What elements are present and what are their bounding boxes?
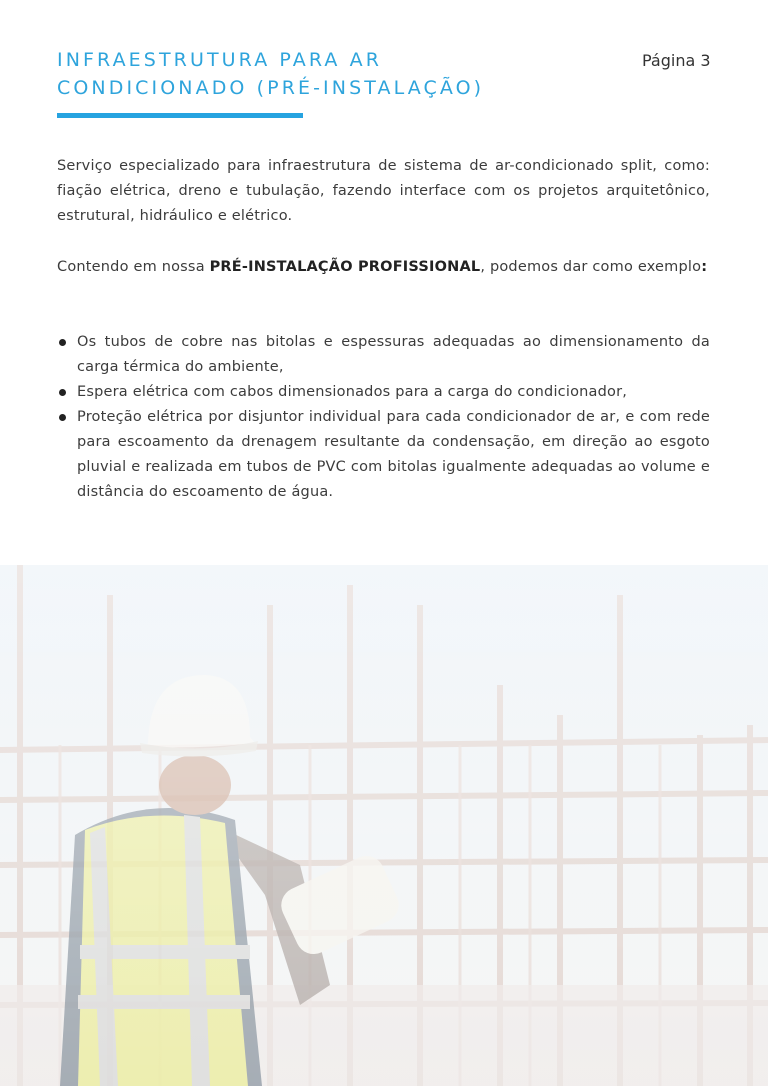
bullet-icon	[59, 339, 66, 346]
list-item-text: Os tubos de cobre nas bitolas e espessuras adequadas ao dimensionamento da carga térmica do ambiente,	[77, 334, 710, 375]
page-number: Página 3	[642, 51, 711, 70]
list-item	[57, 380, 710, 405]
example-bold: PRÉ-INSTALAÇÃO PROFISSIONAL	[209, 259, 481, 275]
bullet-icon	[59, 389, 66, 396]
list-item	[57, 330, 710, 380]
list-item-text: Proteção elétrica por disjuntor individual para cada condicionador de ar, e com rede para escoamento da drenagem resultante da condensação, em direção ao esgoto pluvial e realizada em tubos de PVC com bitolas igualmente adequadas ao volume e distância do escoamento de água.	[77, 409, 710, 500]
intro-paragraph: Serviço especializado para infraestrutura de sistema de ar-condicionado split, como: fiação elétrica, dreno e tubulação, fazendo interface com os projetos arquitetônico, estrutural, hidráulico e elétrico.	[57, 158, 710, 224]
list-item-text: Espera elétrica com cabos dimensionados para a carga do condicionador,	[77, 384, 628, 400]
example-paragraph	[57, 255, 710, 280]
list-item	[57, 405, 710, 505]
page-title-line-2: CONDICIONADO (PRÉ-INSTALAÇÃO)	[57, 77, 485, 99]
page-title-line-1: INFRAESTRUTURA PARA AR	[57, 49, 383, 71]
construction-worker-photo	[0, 565, 768, 1086]
example-colon: :	[701, 259, 708, 275]
photo-fade-overlay	[0, 565, 768, 1086]
title-underline	[57, 113, 303, 118]
bullet-list	[57, 330, 710, 505]
example-prefix: Contendo em nossa	[57, 259, 210, 275]
example-suffix: , podemos dar como exemplo	[480, 259, 702, 275]
page-title	[57, 46, 577, 102]
bullet-icon	[59, 414, 66, 421]
